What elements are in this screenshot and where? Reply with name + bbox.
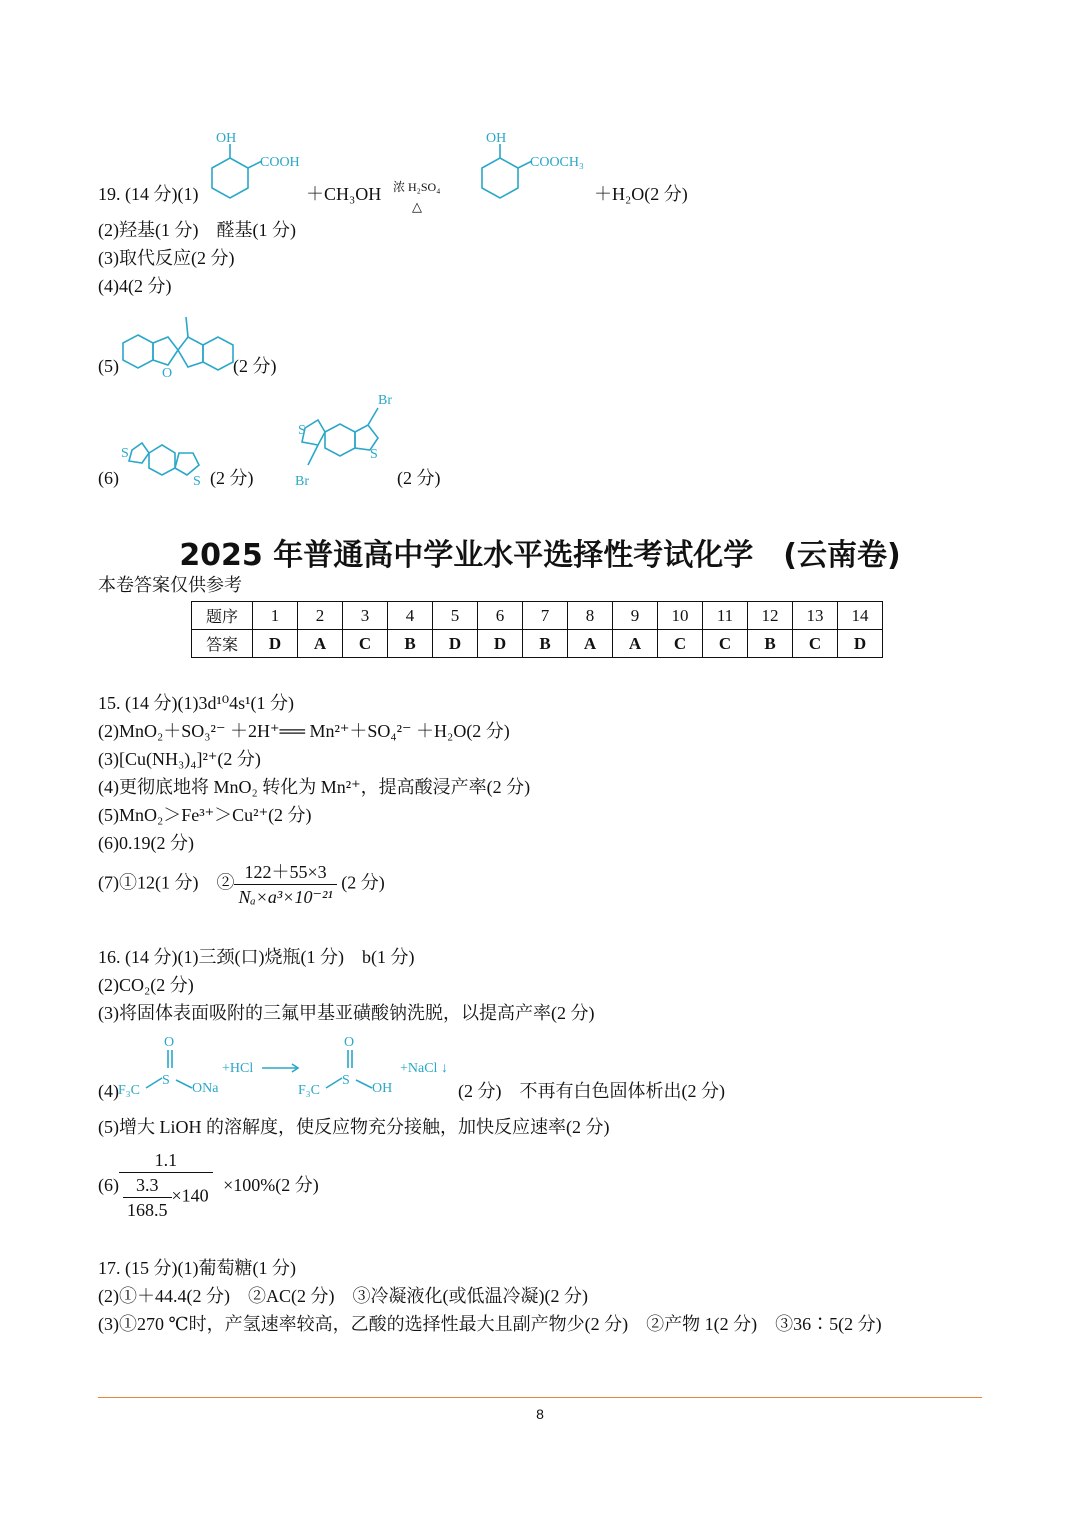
- table-cell: 4: [388, 602, 433, 630]
- table-cell: C: [343, 630, 388, 658]
- table-cell: D: [253, 630, 298, 658]
- table-cell: C: [658, 630, 703, 658]
- q19-cooch3: COOCH₃: [530, 155, 584, 170]
- answer-note: 本卷答案仅供参考: [98, 575, 242, 595]
- q16-line5: (5)增大 LiOH 的溶解度，使反应物充分接触，加快反应速率(2 分): [98, 1117, 610, 1137]
- table-cell: 9: [613, 602, 658, 630]
- salicylic-acid-structure: [200, 128, 310, 203]
- q19-br-1: Br: [378, 393, 392, 408]
- q17-line3: (3)①270 ℃时，产氢速率较高，乙酸的选择性最大且副产物少(2 分) ②产物 1(2 分) ③36∶5(2 分): [98, 1314, 882, 1334]
- q15-line7-pre: (7)①12(1 分) ②: [98, 872, 235, 893]
- q15-line3: (3)[Cu(NH₃)₄]²⁺(2 分): [98, 749, 261, 769]
- q16-inner-numerator: 3.3: [123, 1173, 172, 1198]
- table-head-number: 题序: [192, 602, 253, 630]
- q19-oh-2: OH: [486, 131, 507, 146]
- q15-line7-post: (2 分): [341, 872, 385, 893]
- table-cell: C: [703, 630, 748, 658]
- table-cell: 12: [748, 602, 793, 630]
- table-cell: 5: [433, 602, 478, 630]
- table-cell: D: [433, 630, 478, 658]
- q17-line2: (2)①＋44.4(2 分) ②AC(2 分) ③冷凝液化(或低温冷凝)(2 分): [98, 1286, 588, 1306]
- table-cell: D: [838, 630, 883, 658]
- q19-head: 19. (14 分)(1): [98, 184, 199, 204]
- q16-nacl: +NaCl ↓: [400, 1061, 448, 1076]
- q19-oh-1: OH: [216, 131, 237, 146]
- footer-divider: [98, 1397, 982, 1398]
- sulfinate-reaction-structure: [118, 1032, 463, 1104]
- q15-fraction-numerator: 122＋55×3: [234, 860, 336, 885]
- q19-condition-bottom: △: [412, 199, 422, 214]
- exam-title: 2025 年普通高中学业水平选择性考试化学 (云南卷): [179, 538, 901, 573]
- q19-line1-text: [98, 183, 198, 205]
- table-cell: 11: [703, 602, 748, 630]
- q15-line6: (6)0.19(2 分): [98, 833, 194, 853]
- q16-times-140: ×140: [171, 1185, 209, 1206]
- table-cell: 2: [298, 602, 343, 630]
- table-cell: 6: [478, 602, 523, 630]
- dibromo-benzodithiophene-structure: [290, 390, 410, 490]
- table-cell: C: [793, 630, 838, 658]
- q16-oh: OH: [372, 1081, 393, 1096]
- answer-table: [191, 601, 883, 658]
- q15-fraction: [234, 860, 336, 909]
- q19-condition-top: 浓 H₂SO₄: [393, 180, 441, 194]
- q19-line2: (2)羟基(1 分) 醛基(1 分): [98, 220, 296, 240]
- q16-o-1: O: [164, 1035, 175, 1050]
- q15-line2: (2)MnO₂＋SO₃²⁻ ＋2H⁺══ Mn²⁺＋SO₄²⁻ ＋H₂O(2 分): [98, 721, 510, 741]
- table-cell: 3: [343, 602, 388, 630]
- q16-line2: (2)CO₂(2 分): [98, 975, 194, 995]
- q16-line3: (3)将固体表面吸附的三氟甲基亚磺酸钠洗脱，以提高产率(2 分): [98, 1003, 595, 1023]
- table-cell: 10: [658, 602, 703, 630]
- q16-s-1: S: [162, 1073, 170, 1088]
- table-cell: A: [613, 630, 658, 658]
- table-cell: A: [568, 630, 613, 658]
- table-cell: 1: [253, 602, 298, 630]
- q16-fraction-numerator: 1.1: [119, 1148, 213, 1173]
- fused-ring-structure-5: [118, 305, 238, 380]
- methyl-salicylate-structure: [470, 128, 600, 203]
- q16-inner-denominator: 168.5: [127, 1200, 168, 1220]
- table-head-answer: 答案: [192, 630, 253, 658]
- q16-line6-label: (6): [98, 1175, 119, 1195]
- q19-plus-ch3oh: ＋CH₃OH: [306, 184, 382, 204]
- table-cell: D: [478, 630, 523, 658]
- q19-line5-label: (5): [98, 356, 119, 376]
- q19-s-2: S: [193, 474, 201, 489]
- q15-line4: (4)更彻底地将 MnO₂ 转化为 Mn²⁺，提高酸浸产率(2 分): [98, 777, 531, 797]
- table-cell: 13: [793, 602, 838, 630]
- q16-s-2: S: [342, 1073, 350, 1088]
- table-cell: B: [523, 630, 568, 658]
- q16-ona: ONa: [192, 1081, 219, 1096]
- table-cell: 14: [838, 602, 883, 630]
- q16-line6: [98, 1148, 319, 1222]
- q16-f3c-1: F₃C: [118, 1083, 141, 1098]
- q19-s-4: S: [370, 447, 378, 462]
- q16-line6-post: ×100%(2 分): [223, 1175, 319, 1195]
- q19-br-2: Br: [295, 474, 309, 489]
- q19-s-3: S: [298, 423, 306, 438]
- q16-line4-post: (2 分) 不再有白色固体析出(2 分): [458, 1081, 725, 1101]
- q19-line3: (3)取代反应(2 分): [98, 248, 235, 268]
- answer-table-row-numbers: [192, 602, 883, 630]
- q16-line1: 16. (14 分)(1)三颈(口)烧瓶(1 分) b(1 分): [98, 947, 415, 967]
- q16-o-2: O: [344, 1035, 355, 1050]
- q15-fraction-denominator: Nₐ×a³×10⁻²¹: [238, 887, 333, 907]
- q19-line6-score1: (2 分): [210, 468, 254, 488]
- table-cell: B: [388, 630, 433, 658]
- benzodithiophene-structure: [117, 435, 212, 490]
- page-number: 8: [536, 1406, 544, 1422]
- answer-table-row-answers: [192, 630, 883, 658]
- table-cell: 7: [523, 602, 568, 630]
- table-cell: 8: [568, 602, 613, 630]
- q19-line6-label: (6): [98, 468, 119, 488]
- q19-line6-score2: (2 分): [397, 468, 441, 488]
- table-cell: A: [298, 630, 343, 658]
- q16-hcl: +HCl: [222, 1061, 254, 1076]
- q19-plus-h2o: ＋H₂O(2 分): [594, 184, 688, 204]
- q16-inner-fraction: [123, 1173, 172, 1222]
- q19-line4: (4)4(2 分): [98, 276, 172, 296]
- q16-fraction-denominator: [119, 1173, 213, 1222]
- q19-o-label: O: [162, 366, 173, 380]
- q16-line4-label: (4): [98, 1081, 119, 1101]
- q15-line1: 15. (14 分)(1)3d¹⁰4s¹(1 分): [98, 693, 294, 713]
- q17-line1: 17. (15 分)(1)葡萄糖(1 分): [98, 1258, 296, 1278]
- q15-line5: (5)MnO₂＞Fe³⁺＞Cu²⁺(2 分): [98, 805, 312, 825]
- q15-line7: [98, 860, 385, 909]
- q19-line5-score: (2 分): [233, 356, 277, 376]
- q16-f3c-2: F₃C: [298, 1083, 321, 1098]
- q16-fraction: [119, 1148, 213, 1222]
- q19-s-1: S: [121, 446, 129, 461]
- table-cell: B: [748, 630, 793, 658]
- q19-cooh: COOH: [260, 155, 300, 170]
